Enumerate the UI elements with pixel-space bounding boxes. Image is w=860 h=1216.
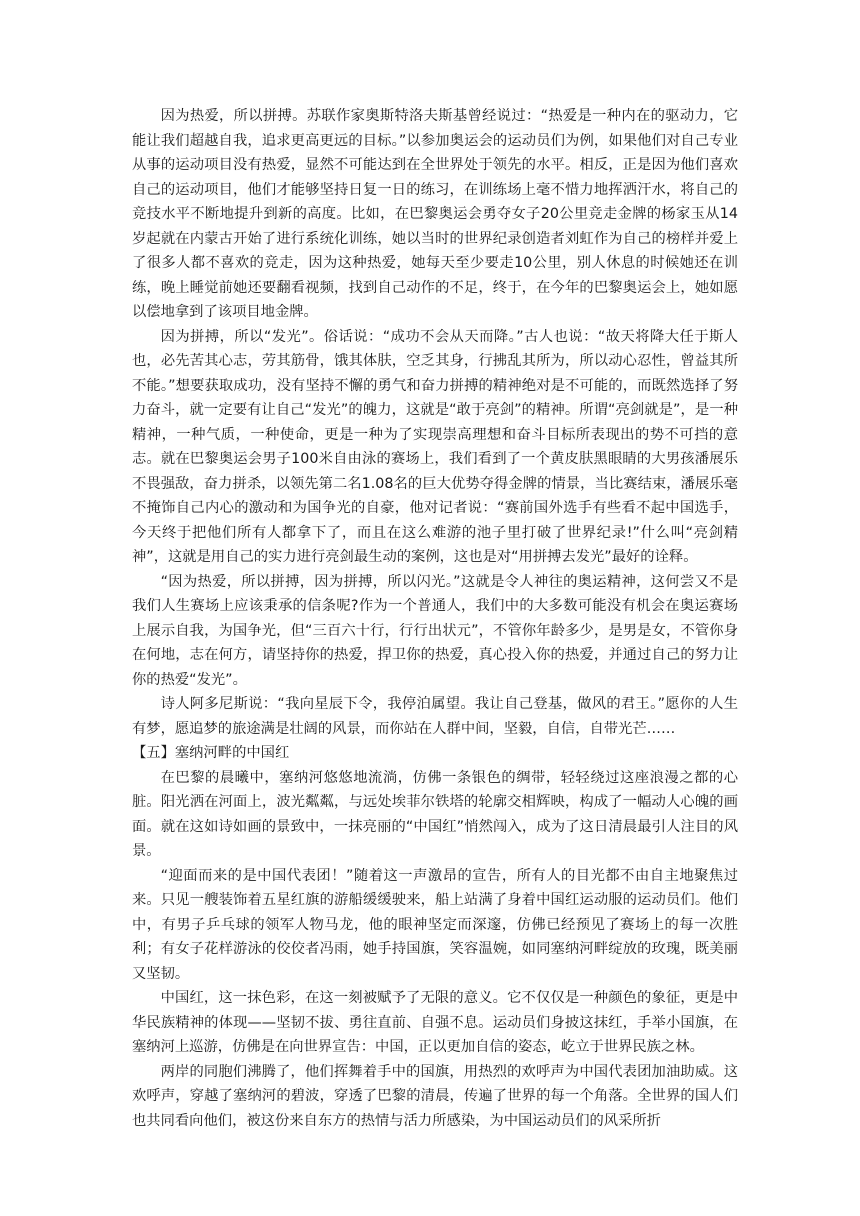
- document-body: [132, 104, 738, 1133]
- paragraph-delegation: “迎面而来的是中国代表团！”随着这一声激昂的宣告，所有人的目光都不由自主地聚焦过来。只见一艘装饰着五星红旗的游船缓缓驶来，船上站满了身着中国红运动服的运动员们。他们中，有男子乒乓球的领军人物马龙，他的眼神坚定而深邃，仿佛已经预见了赛场上的每一次胜利；有女子花样游泳的佼佼者冯雨，她手持国旗，笑容温婉，如同塞纳河畔绽放的玫瑰，既美丽又坚韧。: [132, 867, 738, 982]
- paragraph-olympic-spirit: “因为热爱，所以拼搏，因为拼搏，所以闪光。”这就是令人神往的奥运精神，这何尝又不是我们人生赛场上应该秉承的信条呢?作为一个普通人，我们中的大多数可能没有机会在奥运赛场上展示自我，为国争光，但“三百六十行，行行出状元”，不管你年龄多少，是男是女，不管你身在何地，志在何方，请坚持你的热爱，捍卫你的热爱，真心投入你的热爱，并通过自己的努力让你的热爱“发光”。: [132, 573, 738, 688]
- paragraph-passion: 因为热爱，所以拼搏。苏联作家奥斯特洛夫斯基曾经说过：“热爱是一种内在的驱动力，它能让我们超越自我，追求更高更远的目标。”以参加奥运会的运动员们为例，如果他们对自己专业从事的运动项目没有热爱，显然不可能达到在全世界处于领先的水平。相反，正是因为他们喜欢自己的运动项目，他们才能够坚持日复一日的练习，在训练场上毫不惜力地挥洒汗水，将自己的竞技水平不断地提升到新的高度。比如，在巴黎奥运会勇夺女子20公里竞走金牌的杨家玉从14岁起就在内蒙古开始了进行系统化训练，她以当时的世界纪录创造者刘虹作为自己的榜样并爱上了很多人都不喜欢的竞走，因为这种热爱，她每天至少要走10公里，别人休息的时候她还在训练，晚上睡觉前她还要翻看视频，找到自己动作的不足，终于，在今年的巴黎奥运会上，她如愿以偿地拿到了该项目地金牌。: [132, 108, 738, 320]
- paragraph-cheering: 两岸的同胞们沸腾了，他们挥舞着手中的国旗，用热烈的欢呼声为中国代表团加油助威。这欢呼声，穿越了塞纳河的碧波，穿透了巴黎的清晨，传遍了世界的每一个角落。全世界的国人们也共同看向他们，被这份来自东方的热情与活力所感染，为中国运动员们的风采所折: [132, 1063, 738, 1129]
- paragraph-china-red: 中国红，这一抹色彩，在这一刻被赋予了无限的意义。它不仅仅是一种颜色的象征，更是中华民族精神的体现——坚韧不拔、勇往直前、自强不息。运动员们身披这抹红，手举小国旗，在塞纳河上巡游，仿佛是在向世界宣告：中国，正以更加自信的姿态，屹立于世界民族之林。: [132, 990, 738, 1055]
- paragraph-seine-morning: 在巴黎的晨曦中，塞纳河悠悠地流淌，仿佛一条银色的绸带，轻轻绕过这座浪漫之都的心脏。阳光洒在河面上，波光粼粼，与远处埃菲尔铁塔的轮廓交相辉映，构成了一幅动人心魄的画面。就在这如诗如画的景致中，一抹亮丽的“中国红”悄然闯入，成为了这日清晨最引人注目的风景。: [132, 769, 738, 859]
- section-heading: 【五】塞纳河畔的中国红: [132, 745, 290, 761]
- paragraph-strive: 因为拼搏，所以“发光”。俗话说：“成功不会从天而降。”古人也说：“故天将降大任于斯人也，必先苦其心志，劳其筋骨，饿其体肤，空乏其身，行拂乱其所为，所以动心忍性，曾益其所不能。”想要获取成功，没有坚持不懈的勇气和奋力拼搏的精神绝对是不可能的，而既然选择了努力奋斗，就一定要有让自己“发光”的魄力，这就是“敢于亮剑”的精神。所谓“亮剑就是”，是一种精神，一种气质，一种使命，更是一种为了实现崇高理想和奋斗目标所表现出的势不可挡的意志。就在巴黎奥运会男子100米自由泳的赛场上，我们看到了一个黄皮肤黑眼睛的大男孩潘展乐不畏强敌，奋力拼杀，以领先第二名1.08名的巨大优势夺得金牌的情景，当比赛结束，潘展乐毫不掩饰自己内心的激动和为国争光的自豪，他对记者说：“赛前国外选手有些看不起中国选手，今天终于把他们所有人都拿下了，而且在这么难游的池子里打破了世界纪录!”什么叫“亮剑精神”，这就是用自己的实力进行亮剑最生动的案例，这也是对“用拼搏去发光”最好的诠释。: [132, 328, 738, 565]
- paragraph-poet-quote: 诗人阿多尼斯说：“我向星辰下令，我停泊属望。我让自己登基，做风的君王。”愿你的人生有梦，愿追梦的旅途满是壮阔的风景，而你站在人群中间，坚毅，自信，自带光芒……: [132, 696, 738, 737]
